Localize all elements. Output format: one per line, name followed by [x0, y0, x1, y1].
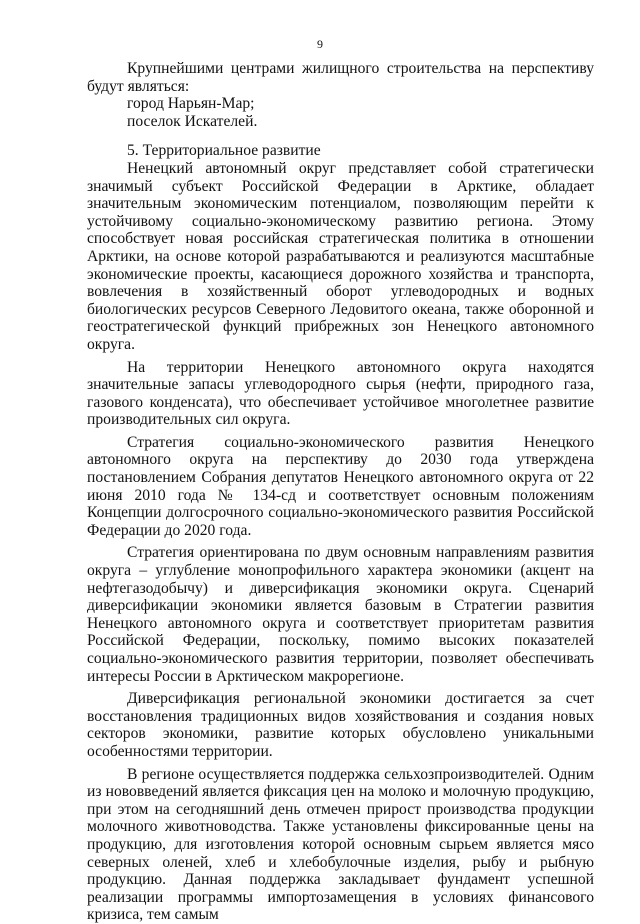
document-body [87, 60, 594, 924]
intro-paragraph: Крупнейшими центрами жилищного строительства на перспективу будут являться: [87, 60, 594, 95]
paragraph: На территории Ненецкого автономного округа находятся значительные запасы углеводородного сырья (нефти, природного газа, газового конденсата), что обеспечивает устойчивое многолетнее развитие производительных сил округа. [87, 358, 594, 429]
page-number: 9 [317, 37, 323, 51]
section-heading: 5. Территориальное развитие [127, 142, 321, 160]
paragraph: Ненецкий автономный округ представляет собой стратегически значимый субъект Российской Федерации в Арктике, обладает значительным экономическим потенциалом, позволяющим перейти к устойчивому социально-экономическому развитию региона. Этому способствует новая российская стратегическая политика в отношении Арктики, на основе которой разрабатываются и реализуются масштабные экономические проекты, касающиеся дорожного хозяйства и транспорта, вовлечения в хозяйственный оборот углеводородных и водных биологических ресурсов Северного Ледовитого океана, также оборонной и геостратегической функций прибрежных зон Ненецкого автономного округа. [87, 159, 594, 353]
paragraph: Стратегия ориентирована по двум основным направлениям развития округа – углубление монопрофильного характера экономики (акцент на нефтегазодобычу) и диверсификация экономики округа. Сценарий диверсификации экономики является базовым в Стратегии развития Ненецкого автономного округа и соответствует приоритетам развития Российской Федерации, поскольку, помимо высоких показателей социально-экономического развития территории, позволяет обеспечивать интересы России в Арктическом макрорегионе. [87, 544, 594, 685]
paragraph: В регионе осуществляется поддержка сельхозпроизводителей. Одним из нововведений является фиксация цен на молоко и молочную продукцию, при этом на сегодняшний день отмечен прирост производства продукции молочного животноводства. Также установлены фиксированные цены на продукцию, для изготовления которой основным сырьем является мясо северных оленей, хлеб и хлебобулочные изделия, рыбу и рыбную продукцию. Данная поддержка закладывает фундамент успешной реализации программы импортозамещения в условиях финансового кризиса, тем самым [87, 765, 594, 924]
list-item: город Нарьян-Мар; [127, 95, 255, 113]
list-item: поселок Искателей. [127, 112, 258, 130]
paragraph: Диверсификация региональной экономики достигается за счет восстановления традиционных видов хозяйствования и создания новых секторов экономики, развитие которых обусловлено уникальными особенностями территории. [87, 690, 594, 760]
paragraph: Стратегия социально-экономического развития Ненецкого автономного округа на перспективу до 2030 года утверждена постановлением Собрания депутатов Ненецкого автономного округа от 22 июня 2010 года № 134-сд и соответствует основным положениям Концепции долгосрочного социально-экономического развития Российской Федерации до 2020 года. [87, 433, 594, 539]
